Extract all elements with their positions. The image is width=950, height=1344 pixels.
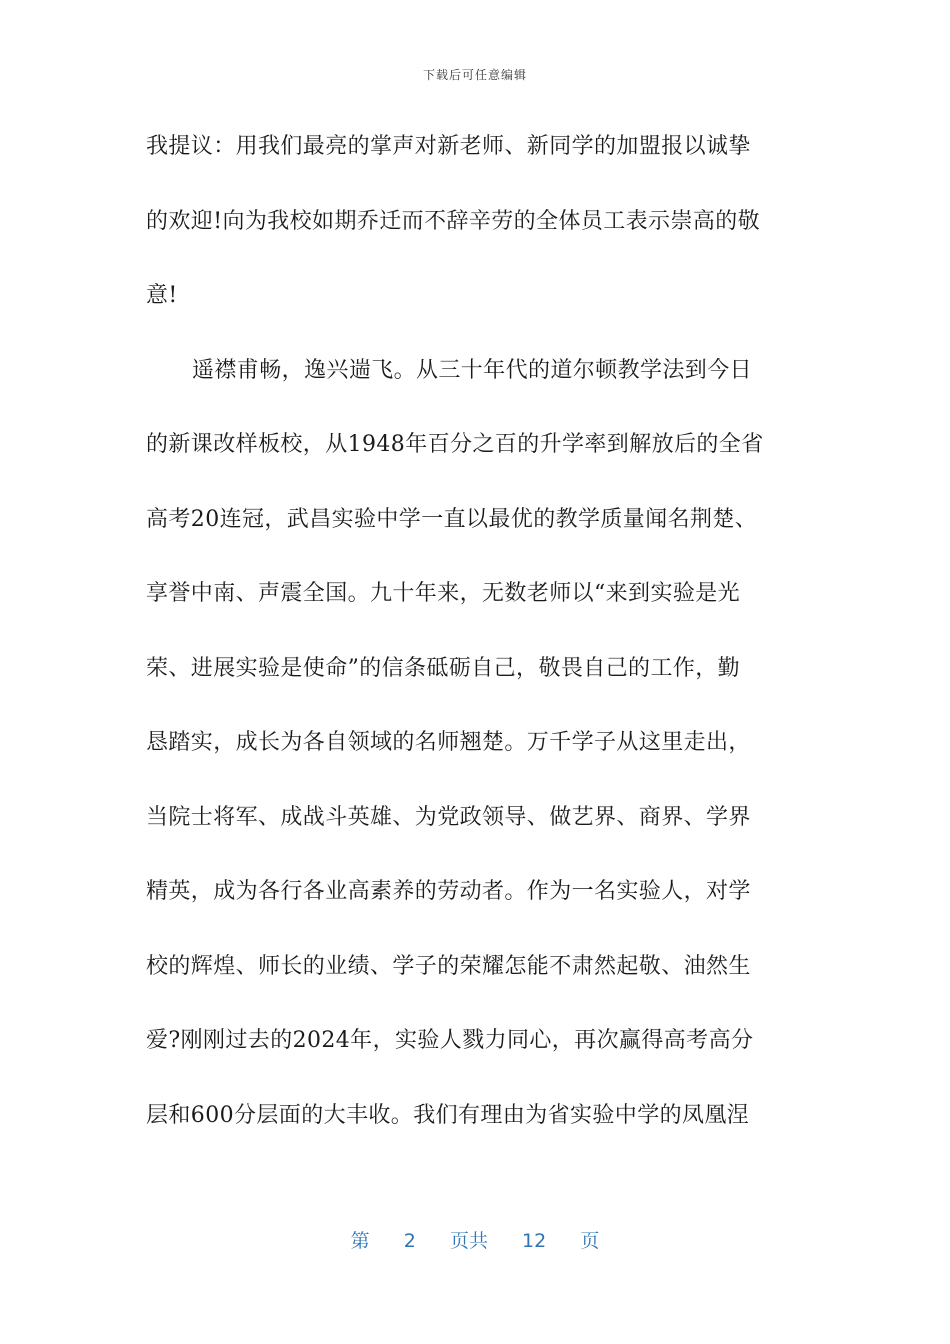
text-line: 我提议：用我们最亮的掌声对新老师、新同学的加盟报以诚挚 (146, 134, 751, 159)
paragraph-first-line: 遥襟甫畅，逸兴遄飞。从三十年代的道尔顿教学法到今日 (192, 357, 753, 383)
text-line: 恳踏实，成长为各自领域的名师翘楚。万千学子从这里走出， (146, 730, 751, 755)
current-page-number: 2 (403, 1230, 416, 1252)
text-line: 的欢迎!向为我校如期乔迁而不辞辛劳的全体员工表示崇高的敬 (146, 208, 761, 234)
text-line: 意! (146, 283, 178, 308)
total-pages-number: 12 (522, 1230, 547, 1252)
text-line: 高考20连冠，武昌实验中学一直以最优的教学质量闻名荆楚、 (146, 506, 758, 532)
document-body (146, 125, 806, 1168)
text-line: 精英，成为各行各业高素养的劳动者。作为一名实验人，对学 (146, 879, 751, 904)
text-line: 当院士将军、成战斗英雄、为党政领导、做艺界、商界、学界 (146, 804, 751, 830)
footer-suffix: 页 (580, 1230, 600, 1252)
page-footer (0, 1226, 950, 1253)
text-line: 层和600分层面的大丰收。我们有理由为省实验中学的凤凰涅 (146, 1102, 750, 1128)
text-line: 享誉中南、声震全国。九十年来，无数老师以“来到实验是光 (146, 581, 741, 606)
footer-middle: 页共 (449, 1230, 488, 1252)
text-line: 的新课改样板校，从1948年百分之百的升学率到解放后的全省 (146, 432, 764, 457)
text-line: 爱?刚刚过去的2024年，实验人戮力同心，再次赢得高考高分 (146, 1028, 754, 1053)
text-line: 荣、进展实验是使命”的信条砥砺自己，敬畏自己的工作，勤 (146, 655, 741, 681)
footer-prefix: 第 (350, 1230, 370, 1252)
text-line: 校的辉煌、师长的业绩、学子的荣耀怎能不肃然起敬、油然生 (146, 953, 751, 979)
header-note: 下载后可任意编辑 (422, 68, 527, 82)
